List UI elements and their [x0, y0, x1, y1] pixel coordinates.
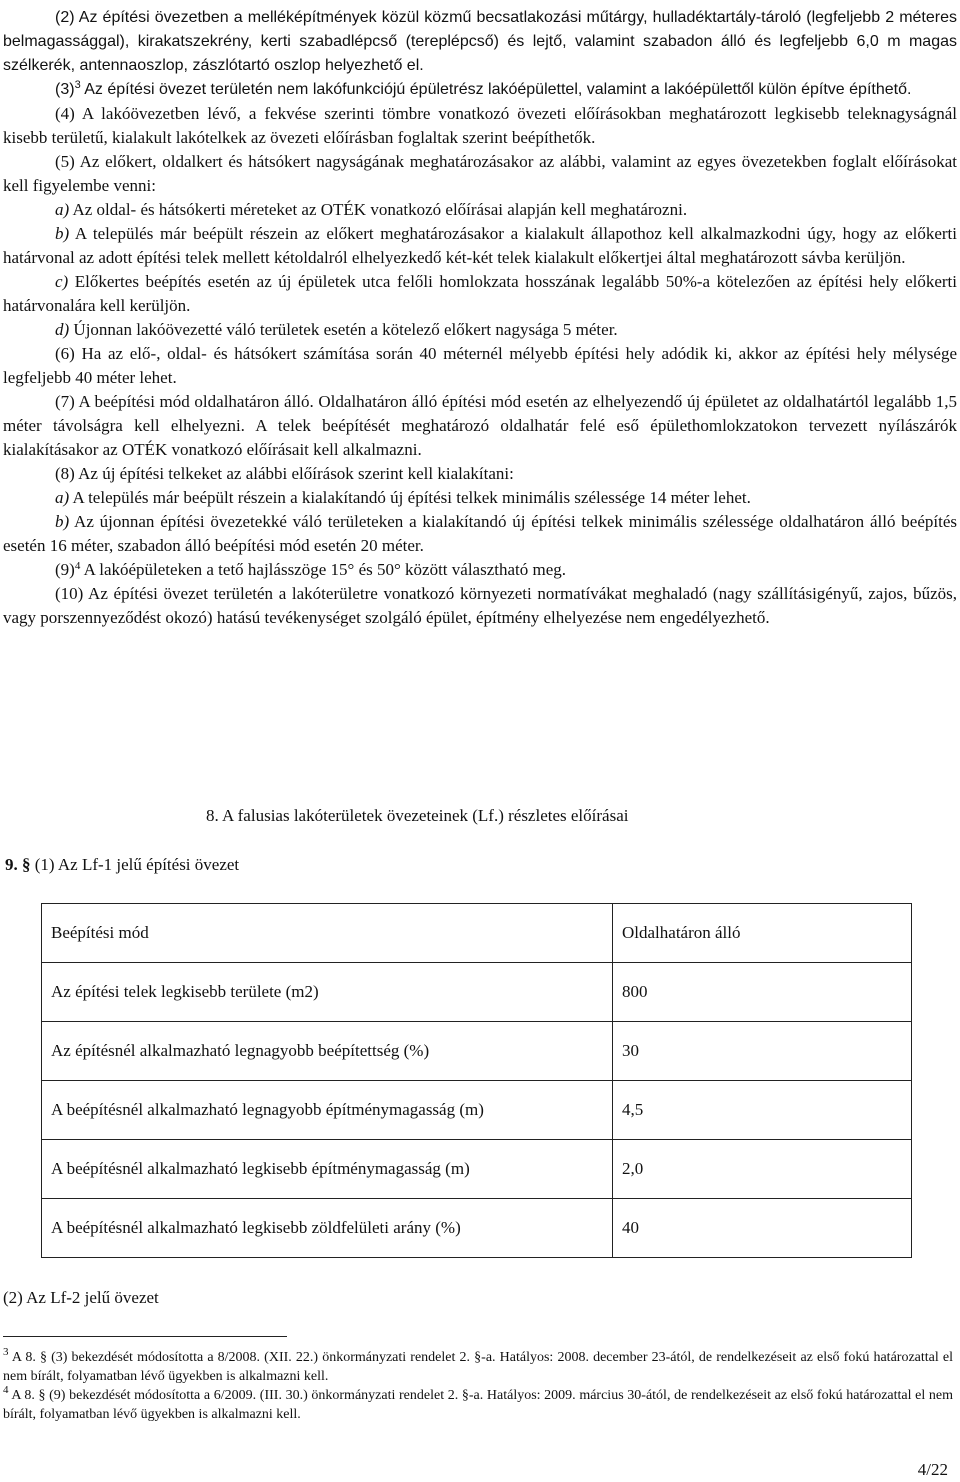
footnote-ref-4[interactable]: 4 [74, 560, 81, 572]
item-label-b: b) [55, 512, 70, 531]
footnote-text: A 8. § (3) bekezdését módosította a 8/2008. (XII. 22.) önkormányzati rendelet 2. §-a. Hatályos: 2008. december 23-ától, de rendelkezéseit az első fokú határozattal el nem bírált, folyamatban lévő ügyekben is alkalmazni kell. [3, 1350, 953, 1384]
paragraph-2: (2) Az építési övezetben a melléképítmények közül közmű becsatlakozási műtárgy, hulladéktartály-tároló (legfeljebb 2 méteres belmagassággal), kirakatszekrény, kerti szabadlépcső (tereplépcső) és lejtő, valamint szabadon álló és legfeljebb 6,0 m magas szélkerék, antennaoszlop, zászlótartó oszlop helyezhető el. [3, 9, 957, 74]
paragraph-8b [3, 510, 957, 558]
article-9-text: (1) Az Lf-1 jelű építési övezet [30, 855, 240, 874]
section-title: 8. A falusias lakóterületek övezeteinek (Lf.) részletes előírásai [206, 806, 629, 825]
table-cell-label: A beépítésnél alkalmazható legkisebb zöldfelületi arány (%) [42, 1199, 613, 1258]
page-number: 4/22 [917, 1460, 948, 1479]
footnote-3 [3, 1348, 953, 1386]
footnote-number: 4 [3, 1384, 9, 1396]
footnote-text: A 8. § (9) bekezdését módosította a 6/2009. (III. 30.) önkormányzati rendelet 2. §-a. Hatályos: 2009. március 30-ától, de rendelkezéseit az első fokú határozattal el nem bírált, folyamatban lévő ügyekben is alkalmazni kell. [3, 1388, 953, 1422]
paragraph-8a-text: A település már beépült részein a kialakítandó új építési telkek minimális szélessége 14 méter lehet. [69, 488, 751, 507]
table-cell-label: Az építésnél alkalmazható legnagyobb beépítettség (%) [42, 1022, 613, 1081]
paragraph-7: (7) A beépítési mód oldalhatáron álló. Oldalhatáron álló építési mód esetén az elhelyezendő új épületet az oldalhatártól legalább 1,5 méter távolságra kell elhelyezni. A telek beépítését meghatározó oldalhatár felé eső épülethomlokzatokon tervezett nyílászárók kialakításakor az OTÉK vonatkozó előírásait kell alkalmazni. [3, 392, 957, 459]
lf2-heading: (2) Az Lf-2 jelű övezet [3, 1288, 159, 1307]
article-9-heading [5, 853, 239, 877]
table-cell-value: Oldalhatáron álló [613, 904, 912, 963]
paragraph-5d-text: Újonnan lakóövezetté váló területek esetén a kötelező előkert nagysága 5 méter. [69, 320, 618, 339]
table-cell-label: A beépítésnél alkalmazható legkisebb építménymagasság (m) [42, 1140, 613, 1199]
paragraph-9 [3, 558, 957, 582]
table-cell-value: 800 [613, 963, 912, 1022]
paragraph-8: (8) Az új építési telkeket az alábbi előírások szerint kell kialakítani: [55, 464, 514, 483]
footnote-divider [3, 1336, 287, 1337]
table-cell-label: Az építési telek legkisebb területe (m2) [42, 963, 613, 1022]
paragraph-6: (6) Ha az elő-, oldal- és hátsókert számítása során 40 méternél mélyebb építési hely adódik ki, akkor az építési hely mélysége legfeljebb 40 méter lehet. [3, 344, 957, 387]
document-body [3, 6, 957, 630]
item-label-b: b) [55, 224, 70, 243]
table-row [42, 1022, 912, 1081]
table-row [42, 1081, 912, 1140]
table-cell-value: 4,5 [613, 1081, 912, 1140]
paragraph-5b [3, 222, 957, 270]
paragraph-10: (10) Az építési övezet területén a lakóterületre vonatkozó környezeti normatívákat meghaladó (nagy szállításigényű, zajos, bűzös, vagy porszennyeződést okozó) hatású tevékenységet szolgáló épület, építmény elhelyezése nem engedélyezhető. [3, 584, 957, 627]
table-cell-value: 30 [613, 1022, 912, 1081]
paragraph-5a [3, 198, 957, 222]
paragraph-3 [3, 78, 957, 102]
table-cell-value: 2,0 [613, 1140, 912, 1199]
paragraph-5d [3, 318, 957, 342]
table-row [42, 904, 912, 963]
footnote-number: 3 [3, 1346, 9, 1358]
table-cell-label: Beépítési mód [42, 904, 613, 963]
paragraph-9-text: A lakóépületeken a tető hajlásszöge 15° és 50° között választható meg. [80, 560, 567, 579]
table-row [42, 1199, 912, 1258]
table-row [42, 963, 912, 1022]
paragraph-3-number: (3) [55, 81, 75, 98]
item-label-d: d) [55, 320, 70, 339]
footnotes [3, 1348, 953, 1424]
paragraph-5: (5) Az előkert, oldalkert és hátsókert nagyságának meghatározásakor az alábbi, valamint az egyes övezetekben foglalt előírásokat kell figyelembe venni: [3, 152, 957, 195]
footnote-ref-3[interactable]: 3 [74, 79, 81, 91]
item-label-a: a) [55, 488, 70, 507]
paragraph-5c [3, 270, 957, 318]
table-row [42, 1140, 912, 1199]
article-number: 9. § [5, 855, 31, 874]
paragraph-8b-text: Az újonnan építési övezetekké váló területeken a kialakítandó új építési telkek minimális szélessége oldalhatáron álló beépítés esetén 16 méter, szabadon álló beépítési mód esetén 20 méter. [3, 512, 957, 555]
table-cell-value: 40 [613, 1199, 912, 1258]
paragraph-3-text: Az építési övezet területén nem lakófunkciójú épületrész lakóépülettel, valamint a lakóépülettől külön építve építhető. [80, 81, 912, 98]
paragraph-4: (4) A lakóövezetben lévő, a fekvése szerinti tömbre vonatkozó övezeti előírásokban meghatározott legkisebb teleknagyságnál kisebb területű, kialakult lakótelkek az övezeti előírásban foglaltak szerint beépíthetők. [3, 104, 957, 147]
paragraph-5c-text: Előkertes beépítés esetén az új épületek utca felőli homlokzata hosszának legalább 50%-a kötelezően az építési hely előkerti határvonalára kell kerüljön. [3, 272, 957, 315]
paragraph-5b-text: A település már beépült részein az előkert meghatározásakor a kialakult állapothoz kell alkalmazkodni úgy, hogy az előkerti határvonal az adott építési telek mellett kétoldalról elhelyezkedő két-két telek kialakult előkertjei által meghatározott sávba kerüljön. [3, 224, 957, 267]
item-label-c: c) [55, 272, 69, 291]
paragraph-5a-text: Az oldal- és hátsókerti méreteket az OTÉK vonatkozó előírásai alapján kell meghatározni. [69, 200, 688, 219]
footnote-4 [3, 1386, 953, 1424]
paragraph-9-number: (9) [55, 560, 75, 579]
table-cell-label: A beépítésnél alkalmazható legnagyobb építménymagasság (m) [42, 1081, 613, 1140]
item-label-a: a) [55, 200, 70, 219]
zoning-parameters-table [41, 903, 912, 1258]
paragraph-8a [3, 486, 957, 510]
